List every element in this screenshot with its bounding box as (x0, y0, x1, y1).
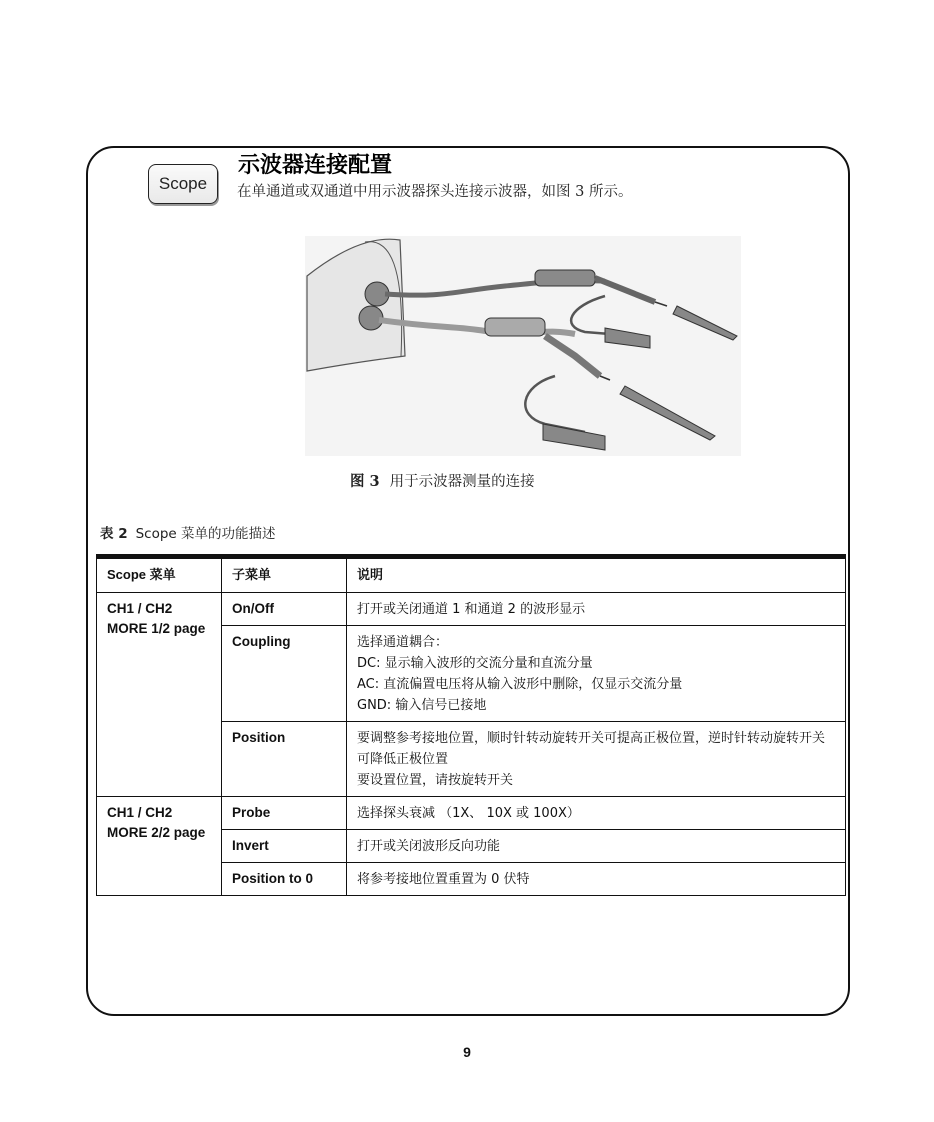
table-title (100, 522, 276, 542)
page-number: 9 (463, 1044, 471, 1060)
description-cell (347, 593, 846, 626)
menu-cell (97, 593, 222, 797)
section-title: 示波器连接配置 (238, 153, 393, 178)
description-line: GND: 输入信号已接地 (357, 698, 487, 713)
probe-connection-illustration (305, 236, 741, 456)
scope-key-label: Scope (158, 174, 208, 193)
description-cell (347, 830, 846, 863)
submenu-cell: Invert (222, 830, 347, 863)
header-menu: Scope 菜单 (97, 557, 222, 593)
submenu-cell: Coupling (222, 626, 347, 722)
scope-menu-table (96, 554, 846, 896)
menu-cell (97, 797, 222, 896)
description-line: 要调整参考接地位置，顺时针转动旋转开关可提高正极位置，逆时针转动旋转开关可降低正极位置 (357, 731, 826, 767)
description-line: 打开或关闭通道 1 和通道 2 的波形显示 (357, 602, 586, 617)
table-label: 表 2 (100, 526, 128, 542)
menu-line: MORE 2/2 page (107, 825, 206, 840)
table-header-row (97, 557, 846, 593)
menu-line: MORE 1/2 page (107, 621, 206, 636)
description-cell (347, 722, 846, 797)
figure-label: 图 3 (350, 473, 380, 490)
section-intro: 在单通道或双通道中用示波器探头连接示波器，如图 3 所示。 (237, 184, 633, 200)
menu-line: CH1 / CH2 (107, 601, 173, 616)
description-cell (347, 863, 846, 896)
description-line: 打开或关闭波形反向功能 (357, 839, 501, 854)
description-line: 将参考接地位置重置为 0 伏特 (357, 872, 530, 887)
header-description: 说明 (347, 557, 846, 593)
description-line: 选择通道耦合： (357, 635, 449, 650)
submenu-cell: Probe (222, 797, 347, 830)
description-cell (347, 626, 846, 722)
table-row (97, 593, 846, 626)
submenu-cell: On/Off (222, 593, 347, 626)
figure-caption-text: 用于示波器测量的连接 (389, 474, 535, 490)
table-title-text: Scope 菜单的功能描述 (135, 526, 276, 542)
table-row (97, 797, 846, 830)
header-submenu: 子菜单 (222, 557, 347, 593)
submenu-cell: Position to 0 (222, 863, 347, 896)
description-line: AC: 直流偏置电压将从输入波形中删除，仅显示交流分量 (357, 677, 683, 692)
description-line: 选择探头衰减 （1X、 10X 或 100X） (357, 806, 580, 821)
menu-line: CH1 / CH2 (107, 805, 173, 820)
submenu-cell: Position (222, 722, 347, 797)
description-line: DC: 显示输入波形的交流分量和直流分量 (357, 656, 593, 671)
description-cell (347, 797, 846, 830)
scope-key-button[interactable] (148, 164, 218, 204)
description-line: 要设置位置，请按旋转开关 (357, 773, 514, 788)
figure-caption (350, 470, 535, 491)
